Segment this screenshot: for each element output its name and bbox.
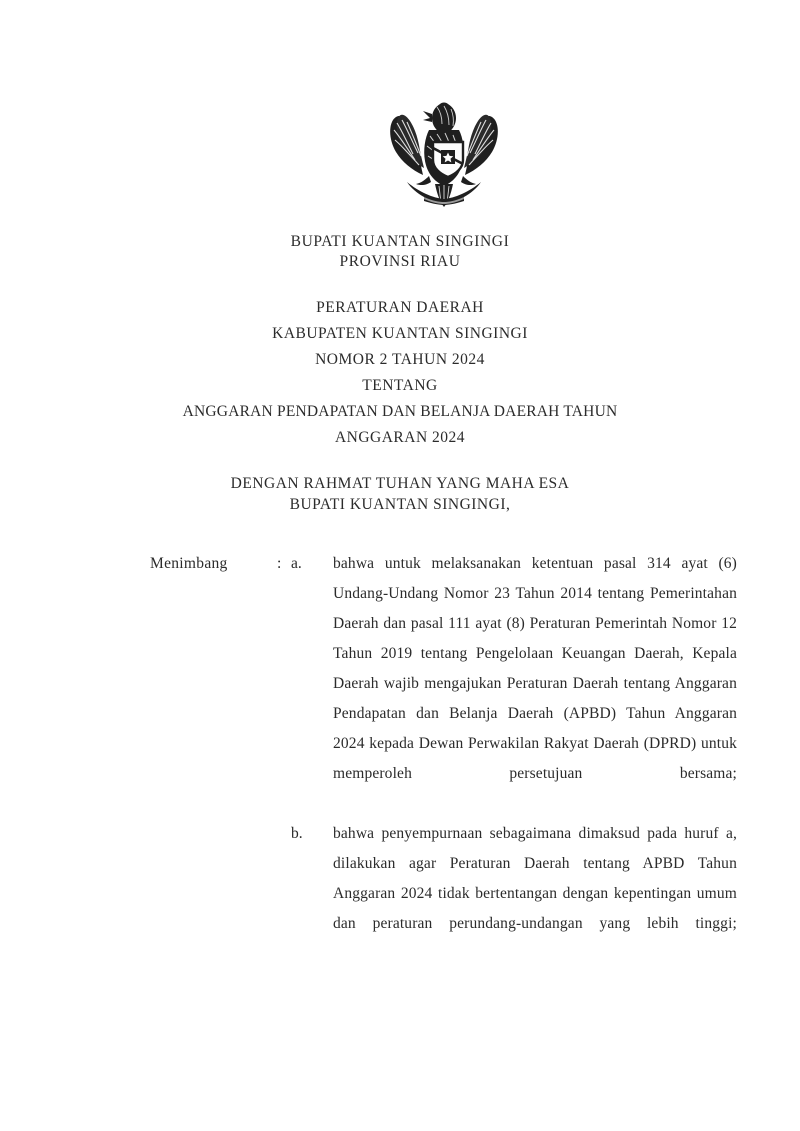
enactment-line-bupati: BUPATI KUANTAN SINGINGI, (289, 496, 511, 513)
considering-item-b (0, 819, 800, 969)
considering-item-a-text: bahwa untuk melaksanakan ketentuan pasal 314 ayat (6) Undang-Undang Nomor 23 Tahun 2014 tentang Pemerintahan Daerah dan pasal 111 ayat (8) Peraturan Pemerintah Nomor 12 Tahun 2019 tentang Pengelolaan Keuangan Daerah, Kepala Daerah wajib mengajukan Peraturan Daerah tentang Anggaran Pendapatan dan Belanja Daerah (APBD) Tahun Anggaran 2024 kepada Dewan Perwakilan Rakyat Daerah (DPRD) untuk memperoleh persetujuan bersama; (333, 555, 737, 782)
considering-item-b-marker: b. (291, 825, 303, 842)
authority-line-provinsi: PROVINSI RIAU (339, 253, 461, 270)
document-authority-header (0, 232, 800, 272)
title-kabupaten: KABUPATEN KUANTAN SINGINGI (272, 325, 528, 342)
title-peraturan-daerah: PERATURAN DAERAH (316, 299, 484, 316)
title-subject-line-2: ANGGARAN 2024 (334, 429, 466, 446)
regulation-title-block (0, 295, 800, 451)
considering-item-a (0, 549, 800, 819)
garuda-pancasila-emblem (385, 98, 503, 208)
considering-section (0, 549, 800, 969)
considering-label: Menimbang (150, 555, 228, 572)
considering-separator: : (277, 555, 282, 572)
title-nomor-tahun: NOMOR 2 TAHUN 2024 (315, 351, 485, 368)
title-subject-line-1: ANGGARAN PENDAPATAN DAN BELANJA DAERAH TAHUN (182, 403, 618, 420)
considering-item-b-text: bahwa penyempurnaan sebagaimana dimaksud pada huruf a, dilakukan agar Peraturan Daerah tentang APBD Tahun Anggaran 2024 tidak bertentangan dengan kepentingan umum dan peraturan perundang-undangan yang lebih tinggi; (333, 825, 737, 932)
title-tentang: TENTANG (362, 377, 438, 394)
enactment-formula-block (0, 473, 800, 515)
authority-line-bupati: BUPATI KUANTAN SINGINGI (290, 233, 510, 250)
enactment-line-rahmat-tuhan: DENGAN RAHMAT TUHAN YANG MAHA ESA (230, 475, 570, 492)
considering-item-a-marker: a. (291, 555, 302, 572)
